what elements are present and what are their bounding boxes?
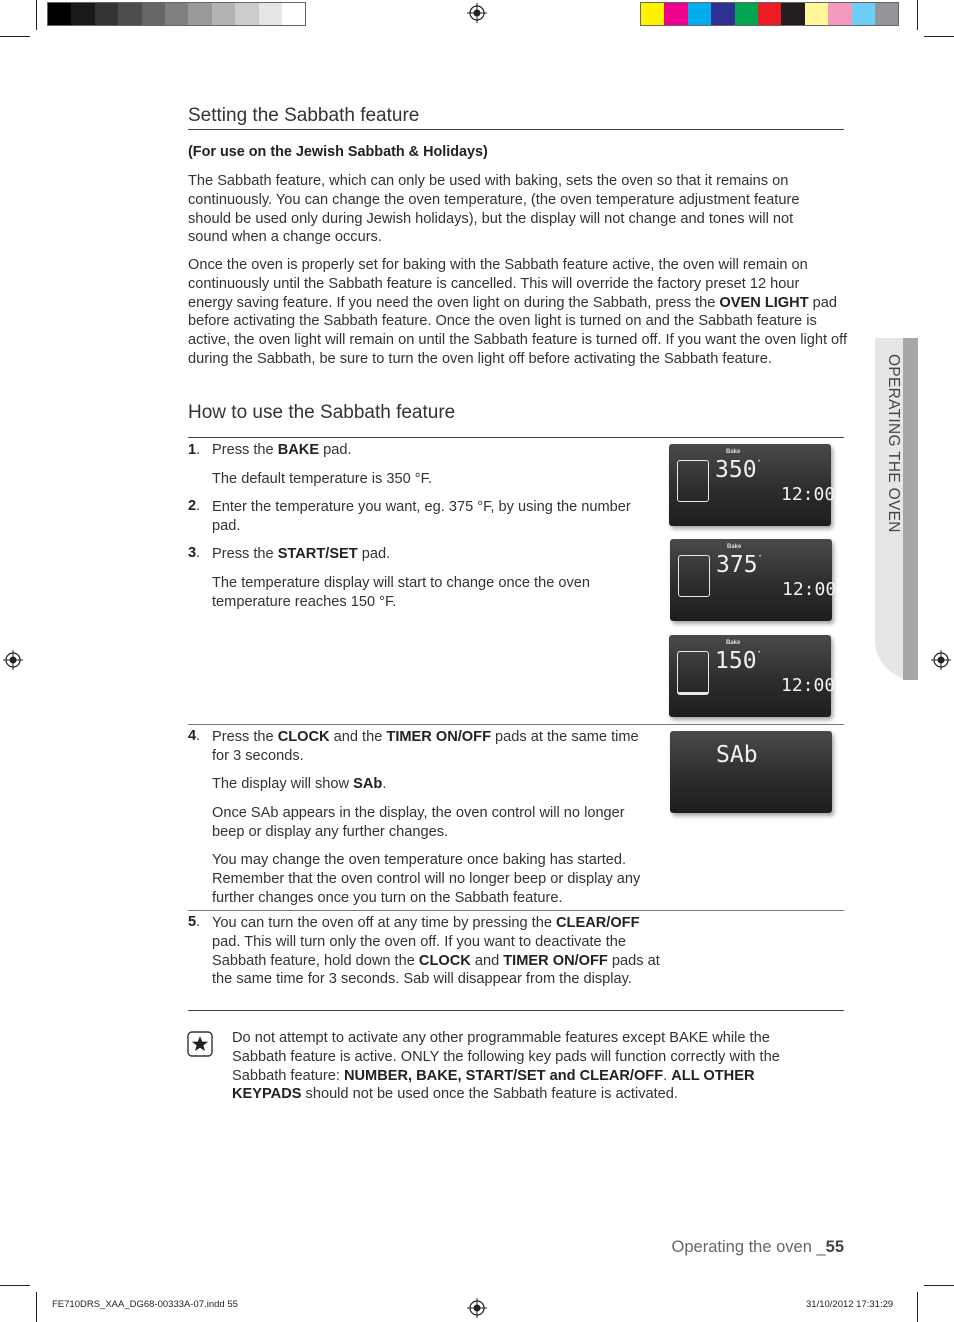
divider (188, 910, 844, 911)
color-swatch (188, 3, 211, 25)
step-text: You can turn the oven off at any time by pressing the CLEAR/OFF pad. This will turn only the oven off. If you want to deactivate the Sabbath feature, hold down the CLOCK and TIMER ON/OFF pads at the same time for 3 seconds. Sab will disappear from the display. (212, 915, 660, 988)
step-number: 5 (188, 914, 197, 930)
side-tab-label: OPERATING THE OVEN (885, 354, 902, 533)
color-swatch (282, 3, 305, 25)
paragraph: Once the oven is properly set for baking with the Sabbath feature active, the oven will remain on continuously until the Sabbath feature is cancelled. This will override the factory preset 12 hour energy saving feature. If you need the oven light on during the Sabbath, press the OVEN LIGHT pad before activating the Sabbath feature. Once the oven light is turned on and the Sabbath feature is active, the oven light will remain on until the Sabbath feature is turned off. If you want the oven light off during the Sabbath, be sure to turn the oven light off before activating the Sabbath feature. (188, 257, 848, 367)
slug-filename: FE710DRS_XAA_DG68-00333A-07.indd 55 (52, 1299, 238, 1310)
display-text: SAb (716, 742, 758, 768)
note-star-icon (187, 1031, 213, 1057)
section-title: Setting the Sabbath feature (188, 105, 420, 126)
crop-mark (924, 36, 954, 37)
step-number: 3 (188, 545, 197, 561)
color-swatch (212, 3, 235, 25)
step-detail: The display will show SAb. (212, 776, 387, 792)
step-text: Enter the temperature you want, eg. 375 °F, by using the number pad. (212, 499, 631, 534)
registration-mark-icon (3, 650, 23, 670)
display-mode: Bake (726, 640, 741, 646)
color-swatch (259, 3, 282, 25)
registration-mark-icon (467, 3, 487, 23)
crop-mark (924, 1285, 954, 1286)
color-swatch (165, 3, 188, 25)
color-swatch (71, 3, 94, 25)
step-dot: . (196, 545, 201, 561)
display-temperature: 350 (715, 457, 757, 483)
color-swatch (852, 3, 875, 25)
color-swatch (688, 3, 711, 25)
step-detail: You may change the oven temperature once baking has started. Remember that the oven control will no longer beep or display any further changes once you turn on the Sabbath feature. (212, 852, 641, 906)
step-number: 1 (188, 442, 197, 458)
crop-mark (36, 0, 37, 30)
display-mode: Bake (726, 449, 741, 455)
oven-display (670, 539, 837, 621)
step-dot: . (196, 728, 201, 744)
color-swatch (781, 3, 804, 25)
color-swatch (641, 3, 664, 25)
step-dot: . (196, 914, 201, 930)
display-clock: 12:00 (782, 579, 837, 600)
step-text: Press the START/SET pad. (212, 546, 391, 562)
registration-mark-icon (931, 650, 951, 670)
divider (188, 1010, 844, 1011)
step-dot: . (196, 498, 201, 514)
color-swatch (805, 3, 828, 25)
display-oven-icon (677, 651, 709, 695)
display-temperature: 150 (715, 648, 757, 674)
color-swatch (118, 3, 141, 25)
color-swatch (828, 3, 851, 25)
step-detail: The default temperature is 350 °F. (212, 471, 432, 487)
degree-dot: • (759, 554, 762, 560)
display-oven-icon (677, 460, 709, 502)
crop-mark (917, 0, 918, 30)
color-swatch (235, 3, 258, 25)
title-rule (188, 129, 844, 130)
title-rule (188, 437, 844, 438)
crop-mark (0, 36, 30, 37)
step-text: Press the BAKE pad. (212, 442, 352, 458)
color-swatch (875, 3, 898, 25)
color-swatch (735, 3, 758, 25)
display-clock: 12:00 (781, 484, 836, 505)
crop-mark (917, 1292, 918, 1322)
color-swatch (142, 3, 165, 25)
display-temperature: 375 (716, 552, 758, 578)
registration-mark-icon (467, 1298, 487, 1318)
step-text: Press the CLOCK and the TIMER ON/OFF pads at the same time for 3 seconds. (212, 729, 639, 764)
degree-dot: • (758, 459, 761, 465)
display-mode: Bake (727, 544, 742, 550)
step-detail: The temperature display will start to change once the oven temperature reaches 150 °F. (212, 575, 591, 610)
paragraph: The Sabbath feature, which can only be used with baking, sets the oven so that it remains on continuously. You can change the oven temperature, (the oven temperature adjustment feature should be used only during Jewish holidays), but the display will not change and tones will not sound when a change occurs. (188, 173, 800, 246)
subtitle: (For use on the Jewish Sabbath & Holidays) (188, 144, 488, 160)
display-clock: 12:00 (781, 675, 836, 696)
crop-mark (36, 1292, 37, 1322)
oven-display (669, 444, 836, 526)
slug-date: 31/10/2012 17:31:29 (806, 1299, 894, 1310)
crop-mark (0, 1285, 30, 1286)
page-footer: Operating the oven _55 (671, 1238, 844, 1256)
color-swatch (48, 3, 71, 25)
section-title: How to use the Sabbath feature (188, 402, 456, 423)
degree-dot: • (758, 650, 761, 656)
color-swatch (664, 3, 687, 25)
step-dot: . (196, 442, 201, 458)
color-swatch (95, 3, 118, 25)
oven-display (669, 635, 836, 717)
side-tab-strip (903, 338, 918, 680)
color-swatch (711, 3, 734, 25)
grayscale-calibration-bar (47, 2, 306, 26)
oven-display (670, 731, 832, 813)
step-number: 4 (188, 728, 197, 744)
color-swatch (758, 3, 781, 25)
divider (188, 724, 844, 725)
step-number: 2 (188, 498, 197, 514)
note-text: Do not attempt to activate any other programmable features except BAKE while the Sabbath feature is active. ONLY the following key pads will function correctly with the Sabbath feature: NUMBER, BAKE, START/SET and CLEAR/OFF. ALL OTHER KEYPADS should not be used once the Sabbath feature is activated. (232, 1030, 780, 1103)
color-calibration-bar (640, 2, 899, 26)
display-oven-icon (678, 555, 710, 597)
step-detail: Once SAb appears in the display, the oven control will no longer beep or display any further changes. (212, 805, 625, 840)
